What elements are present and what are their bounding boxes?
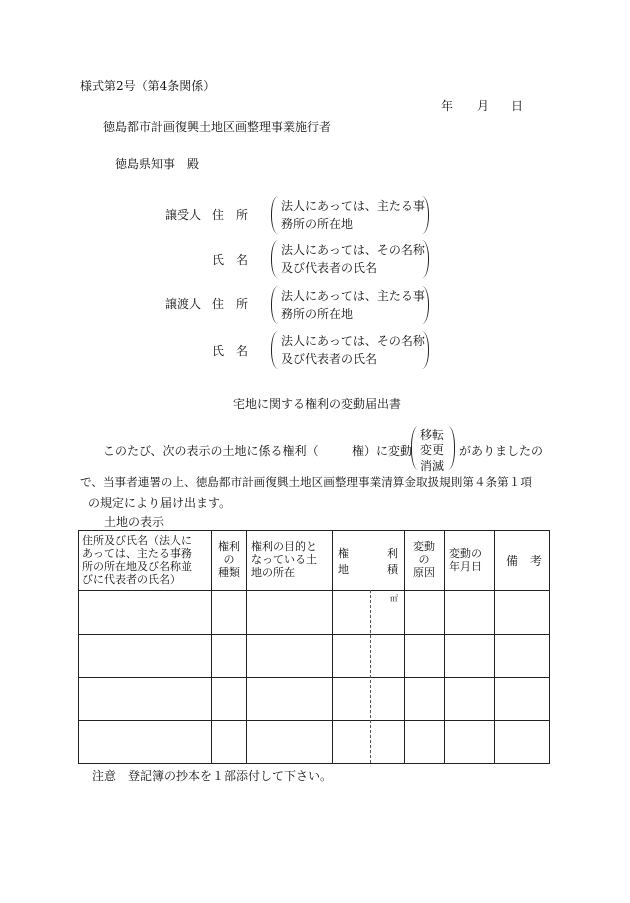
land-table xyxy=(78,530,550,764)
note: 注意 登記簿の抄本を１部添付して下さい。 xyxy=(92,769,333,783)
transferee-address-note: 法人にあっては、主たる事 務所の所在地 xyxy=(281,199,425,231)
body-line2: で、当事者連署の上、徳島都市計画復興土地区画整理事業清算金取扱規則第４条第１項 xyxy=(80,475,532,489)
transferee-label: 譲受人 xyxy=(165,208,202,222)
transferor-name-label: 氏 名 xyxy=(212,344,249,358)
area-decimal-divider xyxy=(370,590,371,763)
header-area-3: 地 xyxy=(338,563,349,576)
body-part2: 権）に変動 xyxy=(352,444,413,458)
option-extinction: 消滅 xyxy=(420,459,445,473)
header-right-type: 権利 の 種類 xyxy=(218,540,240,579)
sender: 徳島都市計画復興土地区画整理事業施行者 xyxy=(103,120,332,134)
header-remarks: 備 考 xyxy=(506,554,543,568)
header-area-4: 積 xyxy=(387,563,398,576)
addressee: 徳島県知事 殿 xyxy=(115,157,200,171)
transferor-address-label: 住 所 xyxy=(212,297,249,311)
transferor-address-note: 法人にあっては、主たる事 務所の所在地 xyxy=(281,289,425,321)
transferee-name-label: 氏 名 xyxy=(212,253,249,267)
form-number: 様式第2号（第4条関係） xyxy=(80,79,216,93)
body-part3: がありましたの xyxy=(459,444,544,458)
header-area-2: 利 xyxy=(387,547,398,560)
date-year: 年 xyxy=(441,99,454,113)
transferee-name-note: 法人にあっては、その名称 及び代表者の氏名 xyxy=(281,243,425,275)
land-display-label: 土地の表示 xyxy=(104,515,165,529)
transferor-name-note: 法人にあっては、その名称 及び代表者の氏名 xyxy=(281,334,425,366)
header-land-location: 権利の目的と なっている土 地の所在 xyxy=(251,540,317,579)
body-part1: このたび、次の表示の土地に係る権利（ xyxy=(103,444,319,458)
option-transfer: 移転 xyxy=(420,428,445,442)
option-change: 変更 xyxy=(420,443,445,457)
header-area-1: 権 xyxy=(338,547,349,560)
date-month: 月 xyxy=(477,99,490,113)
area-unit-label: ㎡ xyxy=(390,594,398,603)
header-address-name: 住所及び氏名（法人に あっては、主たる事務 所の所在地及び名称並 びに代表者の氏名） xyxy=(82,534,192,586)
transferor-label: 譲渡人 xyxy=(165,297,202,311)
document-title: 宅地に関する権利の変動届出書 xyxy=(233,397,402,411)
date-day: 日 xyxy=(511,99,524,113)
body-line3: の規定により届け出ます。 xyxy=(88,496,232,510)
header-change-cause: 変動 の 原因 xyxy=(413,540,435,579)
header-change-date: 変動の 年月日 xyxy=(449,547,482,573)
transferee-address-label: 住 所 xyxy=(212,208,249,222)
